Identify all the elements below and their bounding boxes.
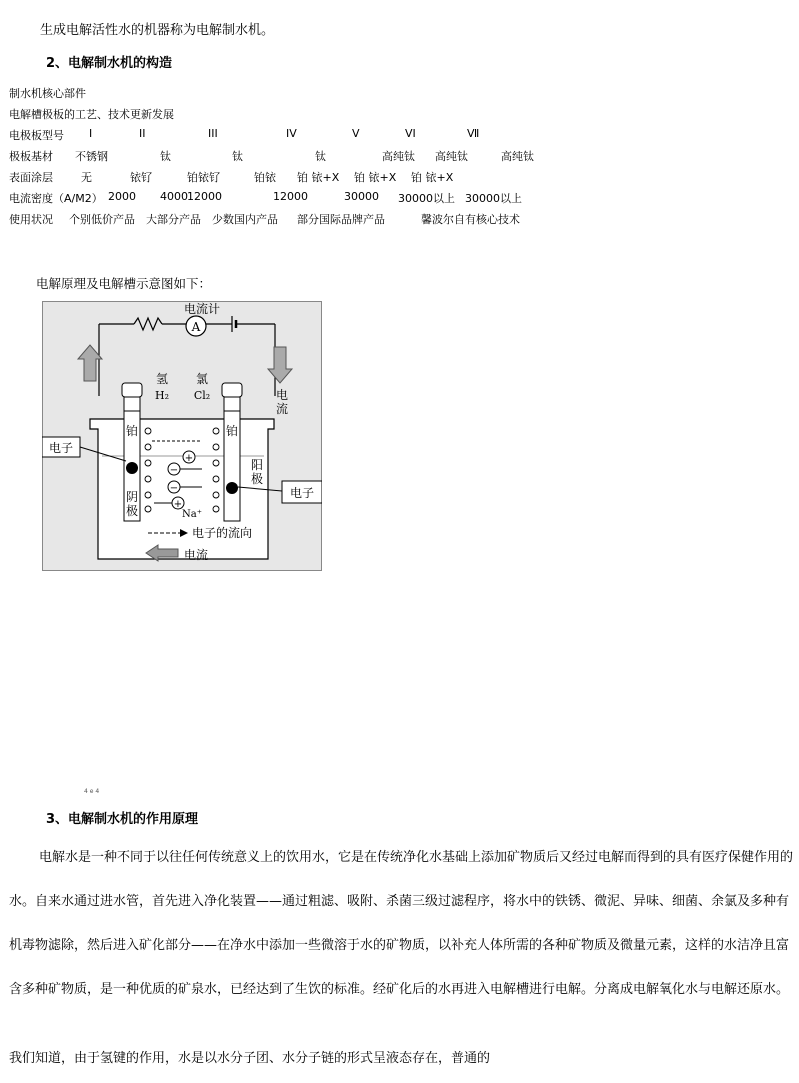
sodium-ion-label: Na⁺ [182,509,202,520]
anode-label-2: 极 [250,472,264,486]
table-cell: 4000 [160,190,188,203]
current-vertical-label-2: 流 [275,402,289,416]
electron-label-left: 电子 [48,441,74,455]
table-cell: VI [405,127,416,140]
row-label: 极板基材 [9,150,53,163]
tech-dev-text: 电解槽极板的工艺、技术更新发展 [9,108,174,121]
table-cell: 钛 [315,150,326,163]
electrolysis-diagram [42,301,322,571]
cathode-label-2: 极 [125,504,139,518]
table-cell: 12000 [187,190,222,203]
table-cell: 铱钌 [130,171,152,184]
table-cell: II [139,127,146,140]
principle-text: 电解水是一种不同于以往任何传统意义上的饮用水，它是在传统净化水基础上添加矿物质后又经过电解而得到的具有医疗保健作用的水。自来水通过进水管，首先进入净化装置——通过粗滤、吸附、杀菌三级过滤程序，将水中的铁锈、微泥、异味、细菌、余氯及多种有机毒物滤除，然后进入矿化部分——在净水中添加一些微溶于水的矿物质，以补充人体所需的各种矿物质及微量元素，这样的水洁净且富含多种矿物质，是一种优质的矿泉水，已经达到了生饮的标准。经矿化后的水再进入电解槽进行电解。分离成电解氧化水与电解还原水。 [9,850,794,997]
core-parts-text: 制水机核心部件 [9,87,86,100]
table-cell: 铂铱 [254,171,276,184]
last-line-text: 我们知道，由于氢键的作用，水是以水分子团、水分子链的形式呈液态存在，普通的 [9,1051,491,1066]
ammeter-label: 电流计 [183,302,221,316]
table-cell: 铂 铱+X [354,171,397,184]
table-cell: 高纯钛 [501,150,534,163]
cation-sign: + [184,453,194,464]
table-cell: 大部分产品 [146,213,201,226]
table-cell: 高纯钛 [382,150,415,163]
table-cell: Ⅶ [467,127,480,140]
table-cell: V [352,127,360,140]
table-cell: 30000 [344,190,379,203]
intro-text: 生成电解活性水的机器称为电解制水机。 [40,23,275,38]
hydrogen-formula: H₂ [154,389,170,402]
table-cell: 铂 铱+X [297,171,340,184]
platinum-label-right: 铂 [225,424,239,438]
diagram-caption: 电解原理及电解槽示意图如下： [36,276,212,291]
table-cell: 钛 [232,150,243,163]
current-vertical-label-1: 电 [275,388,289,402]
chlorine-formula: Cl₂ [193,389,211,402]
row-label: 电流密度（A/M2） [9,192,103,205]
page-mark: 4 e 4 [84,788,100,795]
table-cell: IV [286,127,297,140]
table-cell: 无 [81,171,92,184]
table-cell: I [89,127,93,140]
table-cell: 少数国内产品 [212,213,278,226]
cathode-label-1: 阴 [125,490,139,504]
table-cell: 部分国际品牌产品 [297,213,385,226]
row-label: 电极板型号 [9,129,64,142]
table-cell: 馨波尔自有核心技术 [421,213,520,226]
table-cell: 不锈钢 [75,150,108,163]
table-cell: III [208,127,218,140]
table-cell: 铂铱钌 [187,171,220,184]
section2-heading: 2、电解制水机的构造 [46,56,173,71]
anion-sign: − [169,465,179,476]
table-cell: 高纯钛 [435,150,468,163]
current-legend: 电流 [184,548,209,562]
table-cell: 钛 [160,150,171,163]
cation-sign: + [173,499,183,510]
section3-heading: 3、电解制水机的作用原理 [46,812,199,827]
row-label: 表面涂层 [9,171,53,184]
platinum-label-left: 铂 [125,424,139,438]
electron-label-right: 电子 [289,486,315,500]
ammeter-symbol: A [191,320,201,334]
table-cell: 30000以上 [398,192,455,205]
hydrogen-label: 氢 [155,372,169,386]
table-cell: 个别低价产品 [69,213,135,226]
electron-flow-legend: 电子的流向 [192,526,253,540]
table-cell: 铂 铱+X [411,171,454,184]
principle-paragraph [9,836,793,1012]
table-cell: 12000 [273,190,308,203]
chlorine-label: 氯 [195,372,209,386]
anion-sign: − [169,483,179,494]
anode-label-1: 阳 [250,458,264,472]
table-cell: 30000以上 [465,192,522,205]
table-cell: 2000 [108,190,136,203]
row-label: 使用状况 [9,213,53,226]
